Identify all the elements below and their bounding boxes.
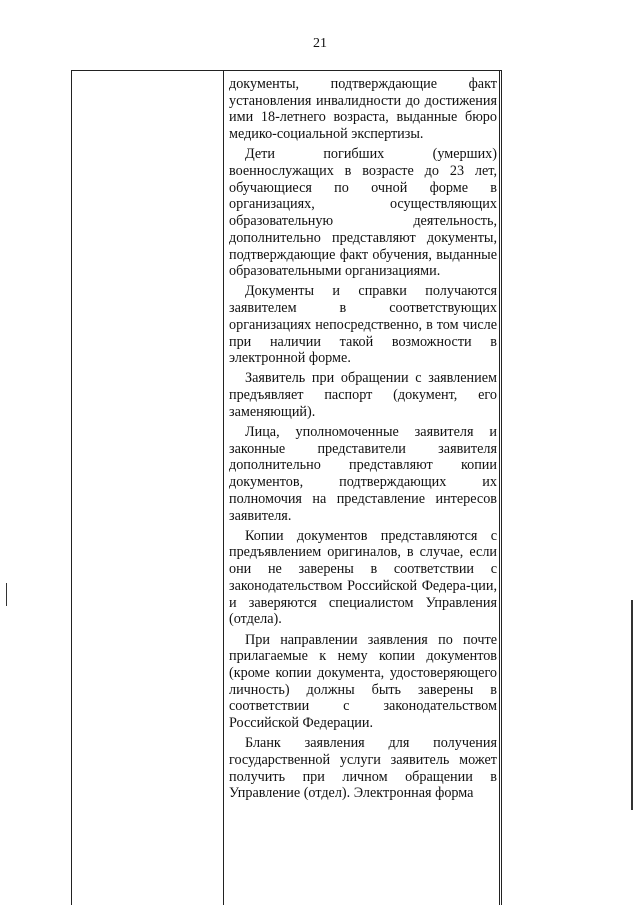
margin-mark [6, 583, 7, 606]
page-number: 21 [313, 36, 327, 51]
paragraph: Дети погибших (умерших) военнослужащих в возрасте до 23 лет, обучающиеся по очной форме в организациях, осуществляющих образовательную деятельность, дополнительно представляют документы, подтверждающие факт обучения, выданные образовательными организациями. [229, 146, 497, 280]
paragraph: Лица, уполномоченные заявителя и законные представители заявителя дополнительно представляют копии документов, подтверждающих их полномочия на представление интересов заявителя. [229, 424, 497, 524]
paragraph: документы, подтверждающие факт установления инвалидности до достижения ими 18-летнего возраста, выданные бюро медико-социальной экспертизы. [229, 76, 497, 143]
paragraph: Бланк заявления для получения государственной услуги заявитель может получить при личном обращении в Управление (отдел). Электронная форма [229, 735, 497, 802]
column-divider-right [499, 71, 500, 905]
table-cell-text [229, 76, 497, 806]
column-divider-left [223, 71, 224, 905]
edge-mark [631, 600, 633, 810]
paragraph: Документы и справки получаются заявителем в соответствующих организациях непосредственно, в том числе при наличии такой возможности в электронной форме. [229, 283, 497, 367]
paragraph: Заявитель при обращении с заявлением предъявляет паспорт (документ, его заменяющий). [229, 370, 497, 420]
paragraph: Копии документов представляются с предъявлением оригиналов, в случае, если они не заверены в соответствии с законодательством Российской Федера-ции, и заверяются специалистом Управления (отдела). [229, 527, 497, 628]
paragraph: При направлении заявления по почте прилагаемые к нему копии документов (кроме копии документа, удостоверяющего личность) должны быть заверены в соответствии с законодательством Российской Федерации. [229, 631, 497, 732]
